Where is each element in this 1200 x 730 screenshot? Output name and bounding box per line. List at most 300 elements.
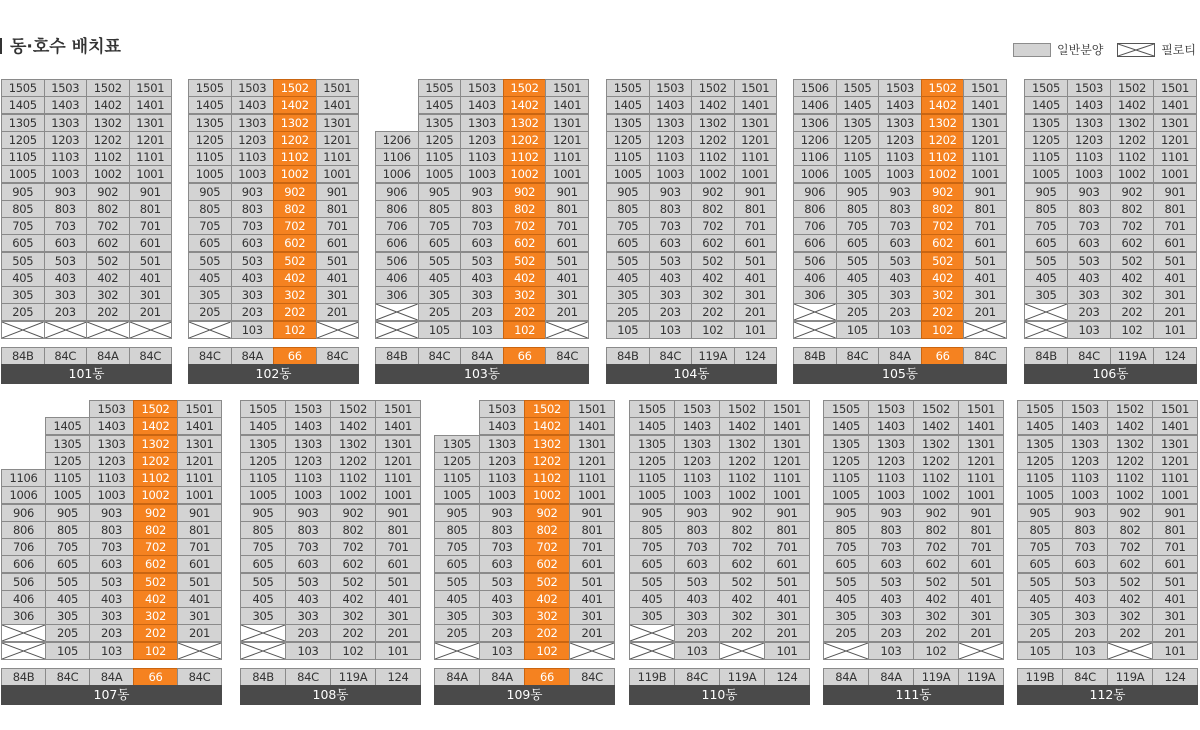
unit-cell: 1003 [479, 486, 525, 504]
unit-cell: 1401 [569, 417, 615, 435]
unit-type-cell: 84C [1067, 347, 1111, 365]
unit-cell: 1102 [86, 148, 130, 166]
unit-cell: 1503 [1062, 400, 1108, 418]
unit-cell: 703 [231, 217, 275, 235]
unit-cell: 1101 [958, 469, 1004, 487]
unit-cell: 1005 [1, 165, 45, 183]
unit-cell: 1001 [734, 165, 778, 183]
unit-cell: 802 [719, 521, 765, 539]
unit-cell: 702 [1107, 538, 1153, 556]
unit-type-cell: 119A [1107, 668, 1153, 686]
unit-type-cell: 84A [434, 668, 480, 686]
unit-cell: 805 [1024, 200, 1068, 218]
unit-cell: 602 [503, 234, 547, 252]
unit-cell: 201 [958, 624, 1004, 642]
unit-cell: 402 [503, 269, 547, 287]
unit-cell: 401 [958, 590, 1004, 608]
unit-cell: 1101 [764, 469, 810, 487]
unit-cell: 805 [836, 200, 880, 218]
unit-type-cell: 119A [691, 347, 735, 365]
unit-cell: 406 [375, 269, 419, 287]
unit-cell: 703 [1067, 217, 1111, 235]
unit-cell: 702 [913, 538, 959, 556]
unit-cell: 701 [569, 538, 615, 556]
unit-cell: 201 [375, 624, 421, 642]
unit-cell: 805 [1017, 521, 1063, 539]
unit-cell: 701 [316, 217, 360, 235]
unit-cell: 602 [133, 555, 178, 573]
unit-cell: 606 [1, 555, 46, 573]
unit-cell: 605 [1, 234, 45, 252]
unit-cell: 1505 [823, 400, 869, 418]
unit-cell: 1003 [44, 165, 88, 183]
unit-cell: 503 [878, 252, 922, 270]
unit-cell: 605 [434, 555, 480, 573]
unit-cell: 103 [674, 642, 720, 660]
unit-cell: 1203 [1067, 131, 1111, 149]
unit-cell: 602 [691, 234, 735, 252]
unit-cell: 202 [273, 303, 317, 321]
unit-type-cell: 84C [569, 668, 615, 686]
unit-cell: 302 [86, 286, 130, 304]
unit-cell: 1401 [1152, 417, 1198, 435]
unit-cell: 1203 [1062, 452, 1108, 470]
unit-cell: 1402 [913, 417, 959, 435]
unit-cell: 1103 [1067, 148, 1111, 166]
unit-cell: 1405 [1024, 96, 1068, 114]
unit-cell: 801 [764, 521, 810, 539]
unit-cell: 1305 [1, 114, 45, 132]
unit-cell: 703 [649, 217, 693, 235]
unit-type-cell: 84C [963, 347, 1007, 365]
unit-cell: 1302 [1110, 114, 1154, 132]
unit-cell: 801 [375, 521, 421, 539]
unit-cell: 301 [1152, 607, 1198, 625]
piloti-cell [545, 321, 589, 339]
unit-type-cell: 84C [177, 668, 222, 686]
unit-cell: 1502 [1107, 400, 1153, 418]
unit-cell: 1301 [1153, 114, 1197, 132]
unit-cell: 1005 [629, 486, 675, 504]
unit-cell: 1103 [649, 148, 693, 166]
unit-cell: 1005 [418, 165, 462, 183]
building-name-label: 105동 [793, 364, 1007, 384]
unit-cell: 1405 [240, 417, 286, 435]
unit-cell: 401 [375, 590, 421, 608]
unit-cell: 1302 [273, 114, 317, 132]
unit-cell: 505 [45, 573, 90, 591]
unit-cell: 605 [836, 234, 880, 252]
unit-cell: 1405 [418, 96, 462, 114]
unit-cell: 705 [418, 217, 462, 235]
unit-cell: 502 [273, 252, 317, 270]
unit-cell: 402 [691, 269, 735, 287]
unit-cell: 505 [418, 252, 462, 270]
unit-cell: 1502 [913, 400, 959, 418]
unit-cell: 1501 [1153, 79, 1197, 97]
unit-cell: 902 [1107, 504, 1153, 522]
unit-cell: 401 [963, 269, 1007, 287]
unit-cell: 103 [285, 642, 331, 660]
unit-type-cell: 84C [285, 668, 331, 686]
unit-cell: 806 [375, 200, 419, 218]
unit-cell: 602 [719, 555, 765, 573]
unit-cell: 102 [921, 321, 965, 339]
unit-cell: 902 [503, 183, 547, 201]
unit-cell: 902 [691, 183, 735, 201]
unit-cell: 802 [913, 521, 959, 539]
unit-cell: 303 [674, 607, 720, 625]
unit-cell: 1101 [1152, 469, 1198, 487]
unit-cell: 105 [836, 321, 880, 339]
unit-type-row [434, 668, 614, 686]
unit-cell: 1003 [868, 486, 914, 504]
unit-cell: 1305 [434, 435, 480, 453]
unit-cell: 1403 [285, 417, 331, 435]
building-4 [606, 79, 776, 384]
unit-cell: 803 [231, 200, 275, 218]
unit-cell: 703 [674, 538, 720, 556]
unit-cell: 201 [734, 303, 778, 321]
unit-cell: 1005 [823, 486, 869, 504]
unit-cell: 403 [649, 269, 693, 287]
unit-cell: 1203 [44, 131, 88, 149]
unit-cell: 802 [330, 521, 376, 539]
unit-cell: 803 [674, 521, 720, 539]
unit-cell: 1101 [734, 148, 778, 166]
unit-cell: 203 [674, 624, 720, 642]
unit-cell: 102 [524, 642, 570, 660]
unit-cell: 1105 [823, 469, 869, 487]
unit-type-cell: 84A [86, 347, 130, 365]
piloti-cell [177, 642, 222, 660]
unit-cell: 1305 [629, 435, 675, 453]
unit-cell: 402 [524, 590, 570, 608]
unit-cell: 1402 [86, 96, 130, 114]
unit-cell: 1005 [1017, 486, 1063, 504]
unit-cell: 203 [1062, 624, 1108, 642]
building-12 [1017, 400, 1197, 705]
unit-cell: 602 [1107, 555, 1153, 573]
unit-cell: 1305 [240, 435, 286, 453]
unit-cell: 302 [1107, 607, 1153, 625]
unit-cell: 1301 [316, 114, 360, 132]
unit-cell: 1203 [878, 131, 922, 149]
unit-cell: 806 [793, 200, 837, 218]
unit-cell: 705 [629, 538, 675, 556]
unit-cell: 205 [606, 303, 650, 321]
unit-cell: 203 [285, 624, 331, 642]
unit-cell: 203 [44, 303, 88, 321]
unit-cell: 1403 [460, 96, 504, 114]
unit-cell: 903 [868, 504, 914, 522]
unit-cell: 501 [569, 573, 615, 591]
unit-cell: 902 [524, 504, 570, 522]
unit-type-cell: 66 [503, 347, 547, 365]
unit-cell: 1202 [273, 131, 317, 149]
unit-cell: 1201 [1153, 131, 1197, 149]
unit-type-cell: 124 [734, 347, 778, 365]
unit-cell: 701 [545, 217, 589, 235]
unit-type-row [1017, 668, 1197, 686]
unit-cell: 402 [719, 590, 765, 608]
piloti-cell [629, 624, 675, 642]
unit-cell: 1502 [524, 400, 570, 418]
unit-cell: 902 [273, 183, 317, 201]
building-name-label: 110동 [629, 685, 810, 705]
unit-cell: 1505 [1, 79, 45, 97]
unit-cell: 201 [1152, 624, 1198, 642]
unit-cell: 102 [273, 321, 317, 339]
unit-cell: 903 [460, 183, 504, 201]
legend-piloti-label: 필로티 [1161, 43, 1196, 57]
unit-cell: 1006 [1, 486, 46, 504]
unit-cell: 1302 [1107, 435, 1153, 453]
unit-cell: 502 [1110, 252, 1154, 270]
unit-cell: 1102 [524, 469, 570, 487]
unit-cell: 1205 [1, 131, 45, 149]
unit-cell: 406 [793, 269, 837, 287]
unit-cell: 305 [629, 607, 675, 625]
unit-cell: 902 [86, 183, 130, 201]
unit-cell: 703 [868, 538, 914, 556]
unit-cell: 1401 [958, 417, 1004, 435]
unit-cell: 203 [878, 303, 922, 321]
unit-cell: 1302 [330, 435, 376, 453]
unit-type-cell: 84A [823, 668, 869, 686]
unit-type-cell: 66 [921, 347, 965, 365]
unit-cell: 1503 [479, 400, 525, 418]
unit-cell: 1402 [330, 417, 376, 435]
unit-cell: 405 [1024, 269, 1068, 287]
unit-type-row [240, 668, 420, 686]
unit-cell: 505 [188, 252, 232, 270]
unit-cell: 803 [878, 200, 922, 218]
unit-cell: 103 [460, 321, 504, 339]
unit-cell: 103 [479, 642, 525, 660]
unit-cell: 303 [285, 607, 331, 625]
unit-type-cell: 84C [1062, 668, 1108, 686]
unit-type-cell: 66 [524, 668, 570, 686]
unit-cell: 705 [1024, 217, 1068, 235]
unit-cell: 901 [375, 504, 421, 522]
unit-cell: 1203 [674, 452, 720, 470]
piloti-cell [44, 321, 88, 339]
unit-cell: 405 [606, 269, 650, 287]
unit-cell: 805 [188, 200, 232, 218]
unit-cell: 601 [734, 234, 778, 252]
unit-cell: 103 [1067, 321, 1111, 339]
unit-cell: 202 [330, 624, 376, 642]
unit-cell: 501 [963, 252, 1007, 270]
unit-cell: 701 [734, 217, 778, 235]
unit-cell: 302 [503, 286, 547, 304]
unit-cell: 1103 [231, 148, 275, 166]
unit-cell: 1401 [963, 96, 1007, 114]
unit-type-cell: 84B [240, 668, 286, 686]
unit-cell: 405 [836, 269, 880, 287]
unit-cell: 1001 [963, 165, 1007, 183]
unit-cell: 702 [1110, 217, 1154, 235]
unit-cell: 505 [836, 252, 880, 270]
unit-cell: 905 [836, 183, 880, 201]
unit-type-cell: 84C [674, 668, 720, 686]
unit-cell: 1301 [764, 435, 810, 453]
unit-cell: 301 [764, 607, 810, 625]
piloti-cell [375, 303, 419, 321]
unit-cell: 1402 [273, 96, 317, 114]
unit-cell: 1403 [674, 417, 720, 435]
unit-cell: 102 [913, 642, 959, 660]
unit-cell: 602 [1110, 234, 1154, 252]
unit-cell: 903 [479, 504, 525, 522]
unit-cell: 1505 [240, 400, 286, 418]
unit-cell: 205 [823, 624, 869, 642]
unit-cell: 1305 [606, 114, 650, 132]
unit-cell: 1002 [133, 486, 178, 504]
unit-cell: 202 [913, 624, 959, 642]
unit-cell: 901 [316, 183, 360, 201]
unit-type-row [1, 668, 221, 686]
unit-cell: 1302 [921, 114, 965, 132]
unit-cell: 403 [1062, 590, 1108, 608]
building-name-label: 108동 [240, 685, 421, 705]
unit-cell: 906 [375, 183, 419, 201]
unit-cell: 1302 [86, 114, 130, 132]
unit-cell: 1201 [963, 131, 1007, 149]
unit-cell: 505 [434, 573, 480, 591]
unit-cell: 702 [86, 217, 130, 235]
unit-cell: 1002 [719, 486, 765, 504]
unit-cell: 302 [273, 286, 317, 304]
piloti-cell [1, 642, 46, 660]
unit-cell: 302 [913, 607, 959, 625]
unit-cell: 403 [674, 590, 720, 608]
unit-cell: 1201 [129, 131, 173, 149]
unit-cell: 202 [86, 303, 130, 321]
unit-cell: 1401 [129, 96, 173, 114]
unit-cell: 1502 [921, 79, 965, 97]
unit-cell: 1103 [878, 148, 922, 166]
unit-cell: 506 [793, 252, 837, 270]
unit-cell: 803 [89, 521, 134, 539]
unit-cell: 1301 [177, 435, 222, 453]
unit-cell: 1403 [878, 96, 922, 114]
unit-cell: 1301 [375, 435, 421, 453]
piloti-cell [1024, 303, 1068, 321]
unit-cell: 205 [418, 303, 462, 321]
unit-cell: 705 [434, 538, 480, 556]
unit-cell: 1006 [793, 165, 837, 183]
unit-cell: 405 [629, 590, 675, 608]
piloti-cell [793, 321, 837, 339]
unit-cell: 1501 [963, 79, 1007, 97]
unit-cell: 1101 [569, 469, 615, 487]
unit-cell: 802 [1110, 200, 1154, 218]
legend-general [1013, 42, 1103, 58]
unit-cell: 1206 [375, 131, 419, 149]
unit-cell: 1403 [479, 417, 525, 435]
unit-cell: 1506 [793, 79, 837, 97]
unit-cell: 103 [231, 321, 275, 339]
unit-cell: 605 [823, 555, 869, 573]
unit-type-cell: 84C [45, 668, 90, 686]
unit-cell: 1406 [793, 96, 837, 114]
unit-cell: 103 [868, 642, 914, 660]
unit-cell: 403 [231, 269, 275, 287]
unit-cell: 1006 [375, 165, 419, 183]
unit-cell: 402 [1110, 269, 1154, 287]
unit-cell: 1106 [1, 469, 46, 487]
unit-cell: 901 [177, 504, 222, 522]
unit-type-cell: 84B [1024, 347, 1068, 365]
unit-cell: 301 [958, 607, 1004, 625]
unit-cell: 1403 [1062, 417, 1108, 435]
unit-cell: 1401 [1153, 96, 1197, 114]
unit-cell: 803 [1062, 521, 1108, 539]
unit-cell: 1503 [285, 400, 331, 418]
unit-type-cell: 84A [460, 347, 504, 365]
unit-cell: 1503 [460, 79, 504, 97]
unit-cell: 703 [285, 538, 331, 556]
unit-cell: 703 [878, 217, 922, 235]
unit-cell: 203 [868, 624, 914, 642]
unit-type-row [606, 347, 776, 365]
unit-cell: 1001 [1152, 486, 1198, 504]
unit-cell: 902 [913, 504, 959, 522]
unit-cell: 401 [177, 590, 222, 608]
unit-type-cell: 119A [913, 668, 959, 686]
unit-cell: 1002 [1107, 486, 1153, 504]
unit-cell: 1103 [285, 469, 331, 487]
unit-cell: 403 [479, 590, 525, 608]
unit-type-cell: 119A [1110, 347, 1154, 365]
unit-cell: 1205 [1024, 131, 1068, 149]
unit-cell: 1102 [503, 148, 547, 166]
unit-cell: 1402 [133, 417, 178, 435]
unit-cell: 801 [734, 200, 778, 218]
unit-cell: 1303 [479, 435, 525, 453]
unit-cell: 1503 [44, 79, 88, 97]
unit-cell: 602 [273, 234, 317, 252]
unit-type-row [1024, 347, 1196, 365]
unit-cell: 203 [89, 624, 134, 642]
unit-cell: 1402 [921, 96, 965, 114]
unit-cell: 703 [1062, 538, 1108, 556]
unit-cell: 501 [129, 252, 173, 270]
unit-cell: 1001 [1153, 165, 1197, 183]
unit-cell: 1302 [133, 435, 178, 453]
unit-cell: 905 [629, 504, 675, 522]
unit-cell: 406 [1, 590, 46, 608]
unit-cell: 501 [764, 573, 810, 591]
unit-cell: 301 [734, 286, 778, 304]
unit-cell: 1101 [545, 148, 589, 166]
unit-cell: 405 [434, 590, 480, 608]
unit-cell: 702 [273, 217, 317, 235]
unit-cell: 1402 [1107, 417, 1153, 435]
unit-cell: 1003 [1062, 486, 1108, 504]
unit-cell: 1502 [330, 400, 376, 418]
unit-cell: 303 [89, 607, 134, 625]
unit-cell: 801 [129, 200, 173, 218]
unit-cell: 805 [823, 521, 869, 539]
unit-cell: 1106 [793, 148, 837, 166]
unit-cell: 1101 [316, 148, 360, 166]
unit-type-row [629, 668, 809, 686]
building-name-label: 101동 [1, 364, 172, 384]
unit-cell: 605 [240, 555, 286, 573]
